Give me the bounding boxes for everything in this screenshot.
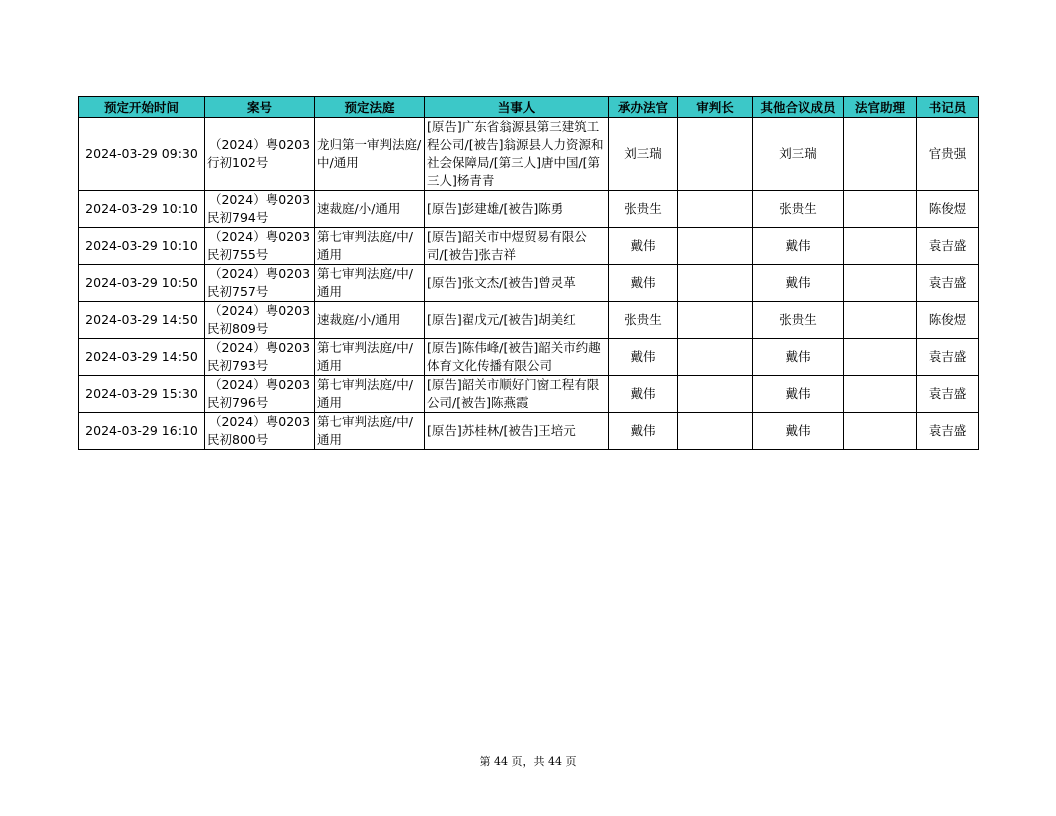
panel-members-cell: 戴伟 — [753, 413, 844, 450]
header-case-number: 案号 — [205, 97, 315, 118]
panel-members-cell: 张贵生 — [753, 302, 844, 339]
presiding-judge-cell — [678, 376, 753, 413]
clerk-cell: 官贵强 — [917, 118, 979, 191]
clerk-cell: 袁吉盛 — [917, 376, 979, 413]
clerk-cell: 陈俊煜 — [917, 302, 979, 339]
case-number-suffix: 行初102号 — [207, 155, 269, 170]
start-time-cell: 2024-03-29 10:10 — [79, 228, 205, 265]
clerk-cell: 陈俊煜 — [917, 191, 979, 228]
judge-assistant-cell — [844, 228, 917, 265]
case-number-prefix: （2024）粤0203 — [208, 266, 311, 281]
courtroom-cell: 速裁庭/小/通用 — [315, 191, 425, 228]
case-number-cell — [205, 265, 315, 302]
table-row — [79, 376, 979, 413]
courtroom-cell: 第七审判法庭/中/通用 — [315, 413, 425, 450]
panel-members-cell: 刘三瑞 — [753, 118, 844, 191]
start-time-cell: 2024-03-29 16:10 — [79, 413, 205, 450]
clerk-cell: 袁吉盛 — [917, 265, 979, 302]
judge-cell: 戴伟 — [609, 376, 678, 413]
case-number-prefix: （2024）粤0203 — [208, 303, 311, 318]
courtroom-cell: 第七审判法庭/中/通用 — [315, 228, 425, 265]
table-header-row — [79, 97, 979, 118]
start-time-cell: 2024-03-29 10:10 — [79, 191, 205, 228]
case-number-cell — [205, 228, 315, 265]
header-courtroom: 预定法庭 — [315, 97, 425, 118]
page-footer: 第 44 页，共 44 页 — [479, 755, 577, 768]
case-number-suffix: 民初757号 — [207, 284, 269, 299]
parties-cell: [原告]韶关市中煜贸易有限公司/[被告]张吉祥 — [425, 228, 609, 265]
parties-cell: [原告]广东省翁源县第三建筑工程公司/[被告]翁源县人力资源和社会保障局/[第三人]唐中国/[第三人]杨青青 — [425, 118, 609, 191]
case-number-cell — [205, 118, 315, 191]
case-number-cell — [205, 376, 315, 413]
judge-assistant-cell — [844, 118, 917, 191]
case-number-prefix: （2024）粤0203 — [208, 229, 311, 244]
start-time-cell: 2024-03-29 14:50 — [79, 302, 205, 339]
presiding-judge-cell — [678, 339, 753, 376]
presiding-judge-cell — [678, 191, 753, 228]
judge-assistant-cell — [844, 265, 917, 302]
courtroom-cell: 龙归第一审判法庭/中/通用 — [315, 118, 425, 191]
header-presiding-judge: 审判长 — [678, 97, 753, 118]
panel-members-cell: 戴伟 — [753, 339, 844, 376]
parties-cell: [原告]翟戊元/[被告]胡美红 — [425, 302, 609, 339]
table-row — [79, 339, 979, 376]
hearing-schedule-table — [78, 96, 979, 450]
case-number-prefix: （2024）粤0203 — [208, 192, 311, 207]
start-time-cell: 2024-03-29 09:30 — [79, 118, 205, 191]
case-number-cell — [205, 302, 315, 339]
case-number-suffix: 民初755号 — [207, 247, 269, 262]
case-number-cell — [205, 413, 315, 450]
case-number-suffix: 民初809号 — [207, 321, 269, 336]
courtroom-cell: 速裁庭/小/通用 — [315, 302, 425, 339]
judge-assistant-cell — [844, 191, 917, 228]
clerk-cell: 袁吉盛 — [917, 413, 979, 450]
table-row — [79, 265, 979, 302]
case-number-prefix: （2024）粤0203 — [208, 414, 311, 429]
case-number-prefix: （2024）粤0203 — [208, 377, 311, 392]
header-start-time: 预定开始时间 — [79, 97, 205, 118]
case-number-suffix: 民初793号 — [207, 358, 269, 373]
case-number-suffix: 民初794号 — [207, 210, 269, 225]
case-number-suffix: 民初800号 — [207, 432, 269, 447]
courtroom-cell: 第七审判法庭/中/通用 — [315, 265, 425, 302]
table-row — [79, 413, 979, 450]
parties-cell: [原告]张文杰/[被告]曾灵革 — [425, 265, 609, 302]
header-clerk: 书记员 — [917, 97, 979, 118]
parties-cell: [原告]苏桂林/[被告]王培元 — [425, 413, 609, 450]
table-row — [79, 118, 979, 191]
judge-cell: 戴伟 — [609, 339, 678, 376]
start-time-cell: 2024-03-29 15:30 — [79, 376, 205, 413]
start-time-cell: 2024-03-29 14:50 — [79, 339, 205, 376]
header-judge-assistant: 法官助理 — [844, 97, 917, 118]
presiding-judge-cell — [678, 228, 753, 265]
judge-assistant-cell — [844, 302, 917, 339]
judge-cell: 刘三瑞 — [609, 118, 678, 191]
table-row — [79, 228, 979, 265]
table-row — [79, 302, 979, 339]
presiding-judge-cell — [678, 118, 753, 191]
start-time-cell: 2024-03-29 10:50 — [79, 265, 205, 302]
case-number-prefix: （2024）粤0203 — [208, 340, 311, 355]
judge-cell: 张贵生 — [609, 302, 678, 339]
judge-assistant-cell — [844, 413, 917, 450]
judge-assistant-cell — [844, 339, 917, 376]
parties-cell: [原告]韶关市顺好门窗工程有限公司/[被告]陈燕霞 — [425, 376, 609, 413]
parties-cell: [原告]彭建雄/[被告]陈勇 — [425, 191, 609, 228]
header-parties: 当事人 — [425, 97, 609, 118]
judge-cell: 戴伟 — [609, 265, 678, 302]
header-judge: 承办法官 — [609, 97, 678, 118]
case-number-cell — [205, 191, 315, 228]
case-number-prefix: （2024）粤0203 — [208, 137, 311, 152]
case-number-cell — [205, 339, 315, 376]
panel-members-cell: 张贵生 — [753, 191, 844, 228]
courtroom-cell: 第七审判法庭/中/通用 — [315, 376, 425, 413]
presiding-judge-cell — [678, 265, 753, 302]
panel-members-cell: 戴伟 — [753, 228, 844, 265]
table-row — [79, 191, 979, 228]
judge-cell: 戴伟 — [609, 228, 678, 265]
presiding-judge-cell — [678, 302, 753, 339]
judge-cell: 戴伟 — [609, 413, 678, 450]
courtroom-cell: 第七审判法庭/中/通用 — [315, 339, 425, 376]
panel-members-cell: 戴伟 — [753, 376, 844, 413]
clerk-cell: 袁吉盛 — [917, 228, 979, 265]
parties-cell: [原告]陈伟峰/[被告]韶关市约趣体育文化传播有限公司 — [425, 339, 609, 376]
case-number-suffix: 民初796号 — [207, 395, 269, 410]
judge-assistant-cell — [844, 376, 917, 413]
judge-cell: 张贵生 — [609, 191, 678, 228]
presiding-judge-cell — [678, 413, 753, 450]
header-panel-members: 其他合议成员 — [753, 97, 844, 118]
panel-members-cell: 戴伟 — [753, 265, 844, 302]
clerk-cell: 袁吉盛 — [917, 339, 979, 376]
